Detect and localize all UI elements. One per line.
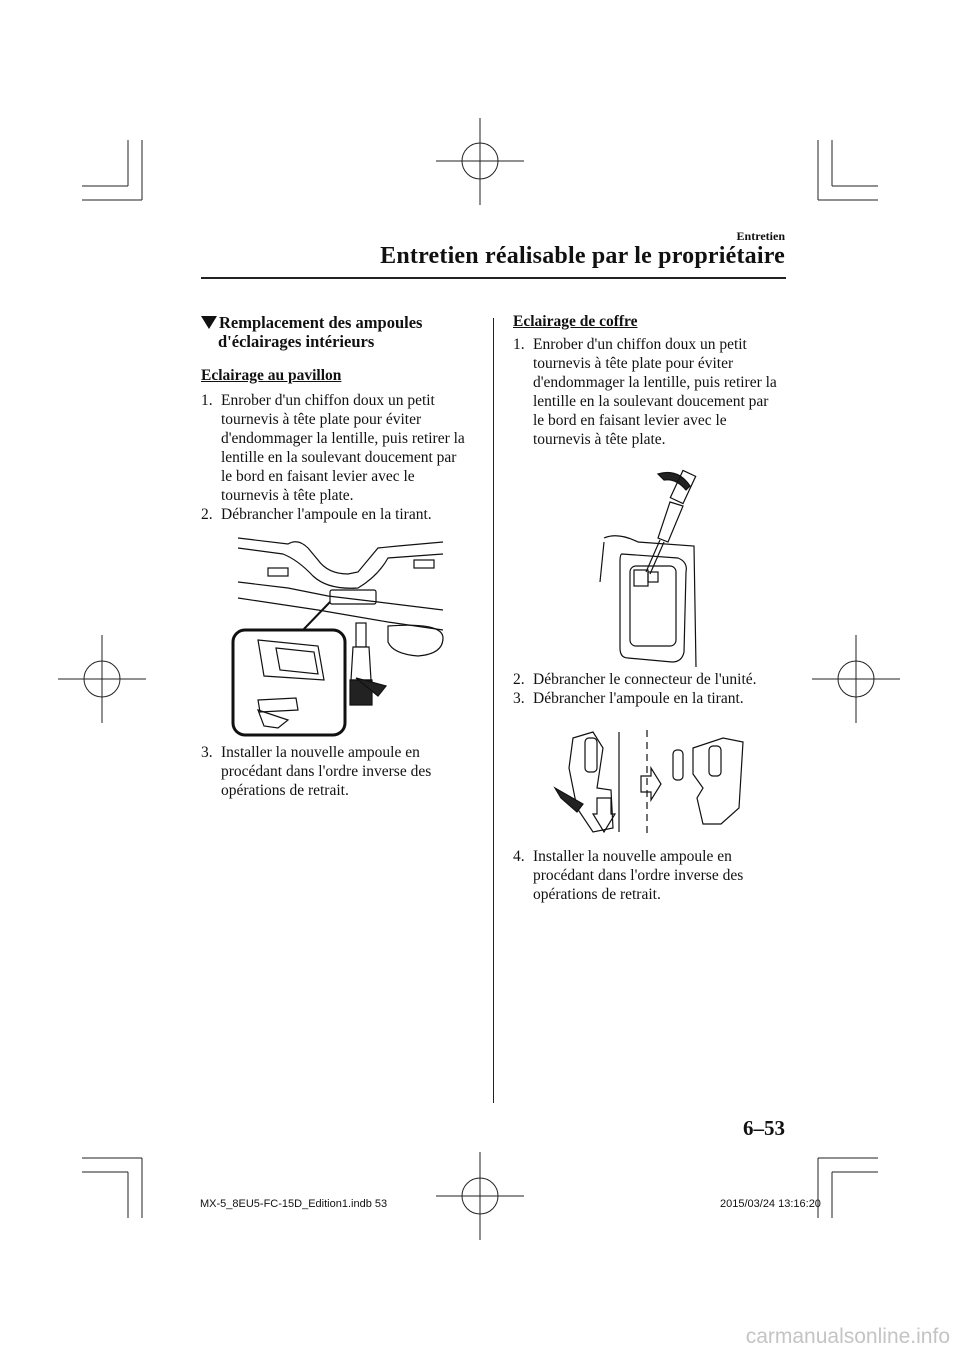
roof-light-removal-illustration	[228, 530, 450, 740]
list-item: 4. Installer la nouvelle ampoule en procédant dans l'ordre inverse des opérations de retrait.	[513, 848, 744, 903]
trunk-light-steps-final	[513, 847, 783, 904]
watermark: carmanualsonline.info	[745, 1325, 950, 1348]
page-title: Entretien réalisable par le propriétaire	[380, 243, 785, 269]
list-item: 2. Débrancher l'ampoule en la tirant.	[201, 506, 432, 523]
page-number: 6–53	[743, 1116, 785, 1140]
triangle-marker-icon	[201, 316, 217, 329]
header-rule	[201, 277, 786, 279]
chapter-label: Entretien	[736, 229, 785, 243]
roof-light-steps-final	[201, 743, 471, 800]
trunk-light-steps-mid	[513, 670, 783, 708]
subheading-trunk-light: Eclairage de coffre	[513, 313, 638, 330]
section-heading: Remplacement des ampoules d'éclairages intérieurs	[201, 313, 422, 351]
list-item: 3. Débrancher l'ampoule en la tirant.	[513, 690, 744, 707]
list-item: 1. Enrober d'un chiffon doux un petit tournevis à tête plate pour éviter d'endommager la lentille, puis retirer la lentille en la soulevant doucement par le bord en faisant levier avec le tournevis à tête plate.	[513, 336, 777, 448]
trunk-light-lens-removal-illustration	[598, 462, 708, 667]
roof-light-steps	[201, 391, 471, 524]
column-divider	[493, 318, 494, 1103]
trunk-light-steps	[513, 335, 783, 449]
list-item: 1. Enrober d'un chiffon doux un petit tournevis à tête plate pour éviter d'endommager la lentille, puis retirer la lentille en la soulevant doucement par le bord en faisant levier avec le tournevis à tête plate.	[201, 392, 465, 504]
footer-timestamp: 2015/03/24 13:16:20	[720, 1198, 821, 1210]
list-item: 3. Installer la nouvelle ampoule en procédant dans l'ordre inverse des opérations de retrait.	[201, 744, 432, 799]
subheading-roof-light: Eclairage au pavillon	[201, 367, 342, 384]
list-item: 2. Débrancher le connecteur de l'unité.	[513, 671, 757, 688]
footer-filename: MX-5_8EU5-FC-15D_Edition1.indb 53	[200, 1198, 388, 1210]
trunk-light-bulb-removal-illustration	[553, 728, 753, 840]
